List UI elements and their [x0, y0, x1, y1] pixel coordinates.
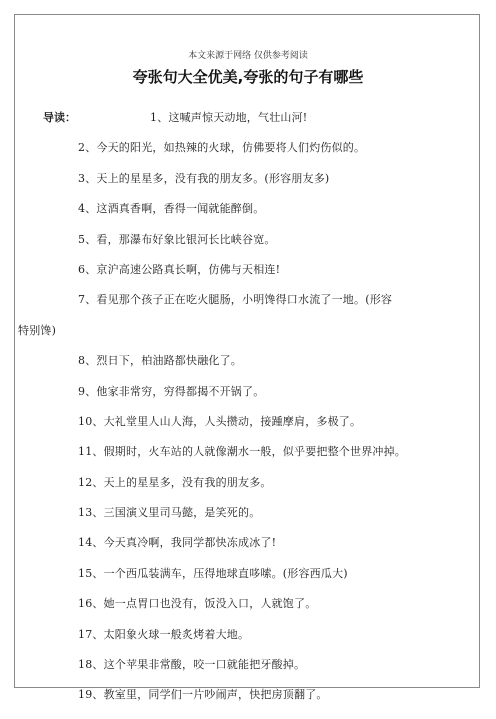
sentence-item: 8、烈日下，柏油路都快融化了。	[78, 354, 242, 368]
document-title: 夸张句大全优美,夸张的句子有哪些	[132, 68, 364, 86]
sentence-item-continuation: 特别馋)	[18, 323, 57, 337]
sentence-item: 9、他家非常穷，穷得都揭不开锅了。	[78, 384, 265, 398]
sentence-item: 4、这酒真香啊，香得一闻就能醉倒。	[78, 202, 265, 216]
sentence-item: 19、教室里，同学们一片吵闹声，快把房顶翻了。	[78, 688, 328, 702]
sentence-item: 14、今天真冷啊，我同学都快冻成冰了!	[78, 536, 277, 550]
sentence-item: 17、太阳象火球一般炙烤着大地。	[78, 627, 250, 641]
source-note: 本文来源于网络 仅供参考阅读	[188, 51, 308, 61]
sentence-item: 13、三国演义里司马懿，是笑死的。	[78, 506, 261, 520]
sentence-item: 18、这个苹果非常酸，咬一口就能把牙酸掉。	[78, 658, 306, 672]
sentence-item: 15、一个西瓜装满车，压得地球直哆嗦。(形容西瓜大)	[78, 566, 348, 580]
sentence-item: 7、看见那个孩子正在吃火腿肠，小明馋得口水流了一地。(形容	[78, 293, 393, 307]
intro-sentence: 1、这喊声惊天动地，气壮山河!	[150, 111, 308, 124]
sentence-item: 12、天上的星星多，没有我的朋友多。	[78, 475, 272, 489]
intro-label: 导读：	[43, 111, 76, 124]
sentence-item: 6、京沪高速公路真长啊，仿佛与天相连!	[78, 262, 281, 276]
sentence-item: 11、假期时，火车站的人就像潮水一般，似乎要把整个世界冲掉。	[78, 445, 406, 459]
sentence-item: 16、她一点胃口也没有，饭没入口，人就饱了。	[78, 597, 317, 611]
sentence-item: 2、今天的阳光，如热辣的火球，仿佛要将人们灼伤似的。	[78, 141, 366, 155]
sentence-item: 3、天上的星星多，没有我的朋友多。(形容朋友多)	[78, 171, 330, 185]
sentence-item: 5、看，那瀑布好象比银河长比峡谷宽。	[78, 232, 276, 246]
sentence-item: 10、大礼堂里人山人海，人头攒动，接踵摩肩，多极了。	[78, 414, 362, 428]
